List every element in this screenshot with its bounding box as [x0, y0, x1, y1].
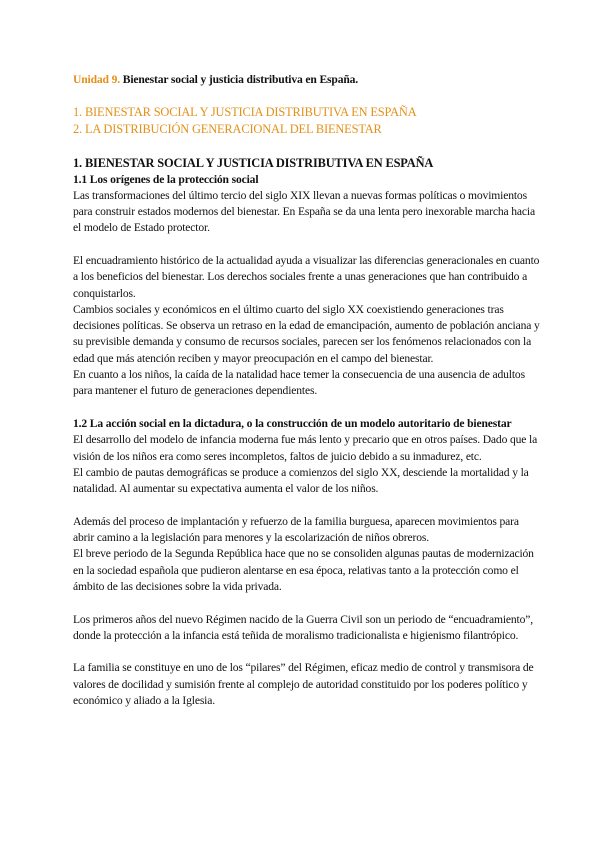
paragraph: El desarrollo del modelo de infancia moderna fue más lento y precario que en otros países. Dado que la visión de los niños era como seres incompletos, faltos de juicio debido a su inmadurez, etc. [73, 433, 538, 463]
paragraph: El breve periodo de la Segunda República hace que no se consoliden algunas pautas de modernización en la sociedad española que pudieron alentarse en esa época, relativas tanto a la protección como el ámbito de las decisiones sobre la vida privada. [73, 547, 534, 593]
toc-item[interactable]: 2. LA DISTRIBUCIÓN GENERACIONAL DEL BIENESTAR [73, 121, 382, 136]
subsection-heading: 1.1 Los orígenes de la protección social [73, 172, 259, 186]
table-of-contents [73, 104, 540, 137]
paragraph: En cuanto a los niños, la caída de la natalidad hace temer la consecuencia de una ausencia de adultos para mantener el futuro de generaciones dependientes. [73, 368, 525, 398]
section-heading: 1. BIENESTAR SOCIAL Y JUSTICIA DISTRIBUTIVA EN ESPAÑA [73, 156, 434, 171]
unit-title [73, 72, 540, 88]
paragraph: Además del proceso de implantación y refuerzo de la familia burguesa, aparecen movimientos para abrir camino a la legislación para menores y la escolarización de niños obreros. [73, 514, 519, 545]
paragraph: El cambio de pautas demográficas se produce a comienzos del siglo XX, desciende la mortalidad y la natalidad. Al aumentar su expectativa aumenta el valor de los niños. [73, 465, 529, 496]
paragraph: Las transformaciones del último tercio del siglo XIX llevan a nuevas formas políticas o movimientos para construir estados modernos del bienestar. En España se da una lenta pero inexorable marcha hacia el modelo de Estado protector. [73, 188, 535, 235]
paragraph: La familia se constituye en uno de los “pilares” del Régimen, eficaz medio de control y transmisora de valores de docilidad y sumisión frente al complejo de autoridad constituido por los poderes político y económico y aliado a la Iglesia. [73, 661, 534, 708]
paragraph: Los primeros años del nuevo Régimen nacido de la Guerra Civil son un periodo de “encuadramiento”, donde la protección a la infancia está teñida de moralismo tradicionalista e higienismo filantrópico. [73, 612, 534, 642]
unit-label: Unidad 9. [73, 73, 120, 86]
paragraph: Cambios sociales y económicos en el último cuarto del siglo XX coexistiendo generaciones tras decisiones políticas. Se observa un retraso en la edad de emancipación, aumento de población anciana y su previsible demanda y consumo de recursos sociales, parecen ser los fenómenos relacionados con la edad que más atención reciben y mayor preocupación en el campo del bienestar. [73, 302, 540, 365]
paragraph: El encuadramiento histórico de la actualidad ayuda a visualizar las diferencias generacionales en cuanto a los beneficios del bienestar. Los derechos sociales frente a unas generaciones que han contribuido a conquistarlos. [73, 254, 540, 300]
toc-item[interactable]: 1. BIENESTAR SOCIAL Y JUSTICIA DISTRIBUTIVA EN ESPAÑA [73, 105, 417, 120]
unit-title-text: Bienestar social y justicia distributiva en España. [122, 73, 359, 86]
subsection-heading: 1.2 La acción social en la dictadura, o la construcción de un modelo autoritario de bienestar [73, 416, 512, 430]
